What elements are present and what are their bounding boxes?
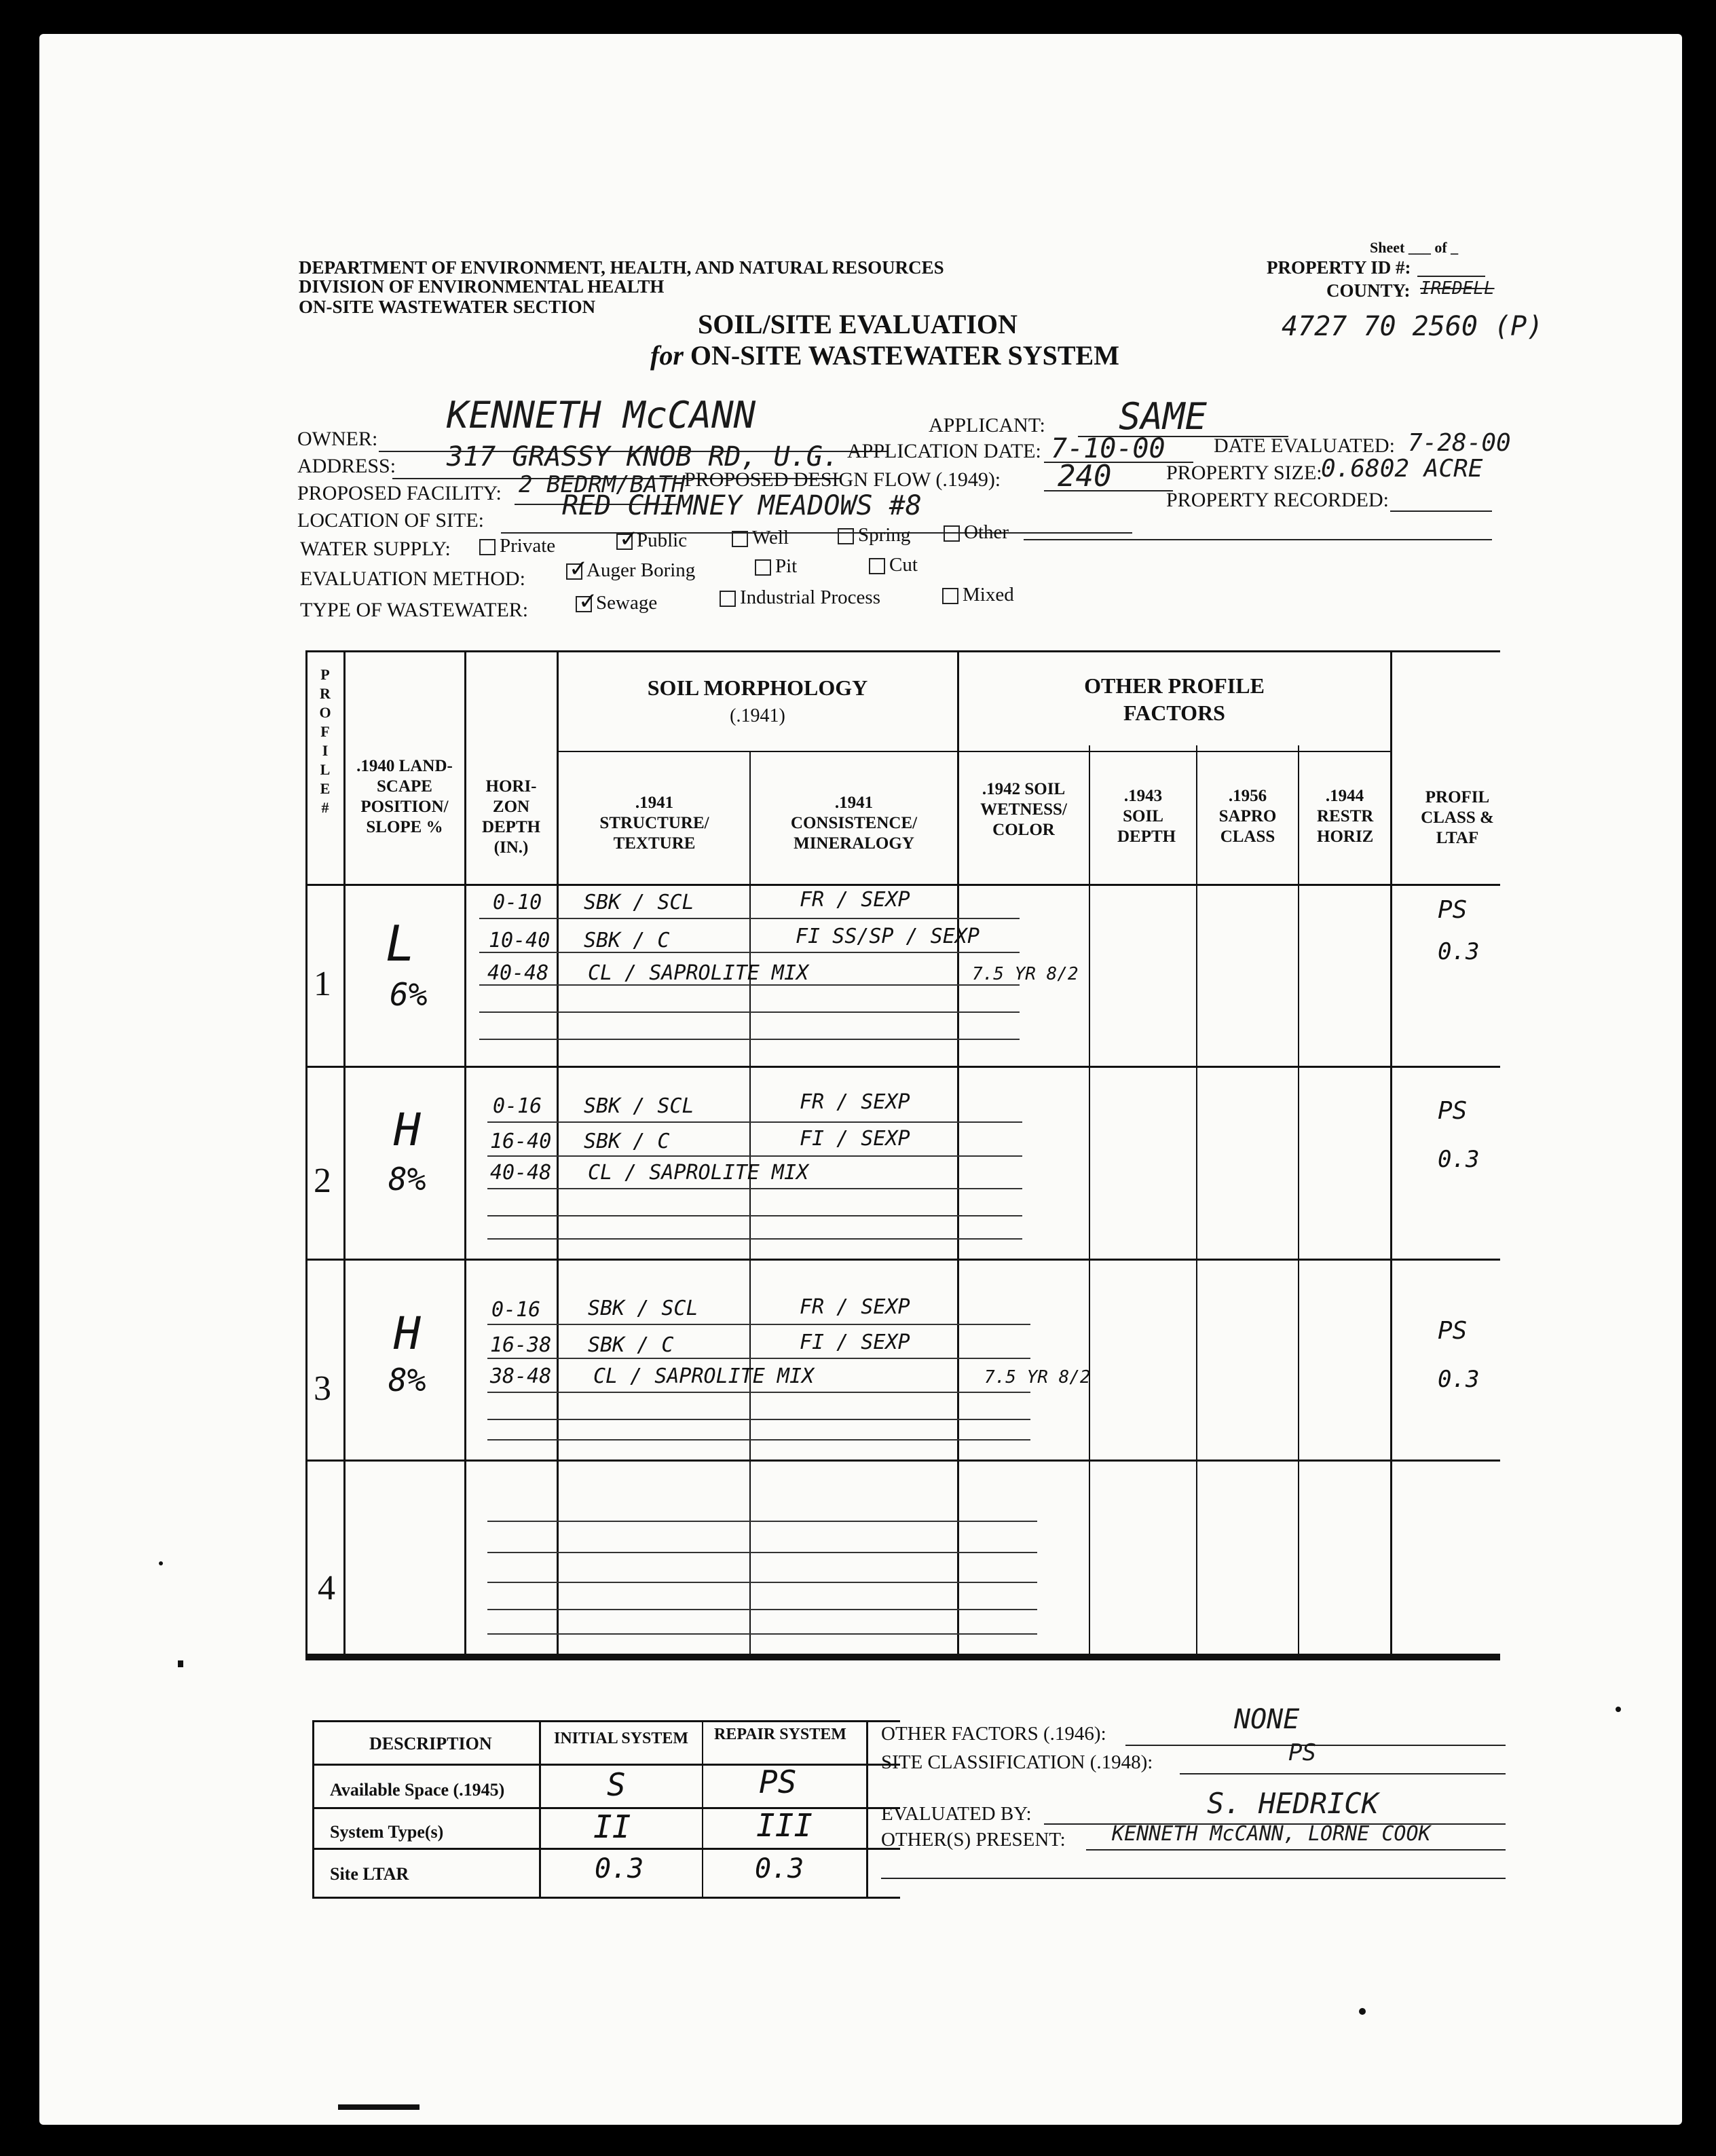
address-label: ADDRESS: xyxy=(297,455,396,477)
row-line xyxy=(479,918,1020,919)
horizon-depth: 40-48 xyxy=(487,961,549,985)
sheet-indicator: Sheet ___ of _ xyxy=(1370,239,1459,256)
row-line xyxy=(487,1215,1022,1216)
water-public-checkbox[interactable] xyxy=(616,534,633,550)
application-date-label: APPLICATION DATE: xyxy=(847,440,1041,462)
row-line xyxy=(487,1358,1030,1359)
water-private-option[interactable] xyxy=(479,535,555,557)
structure-texture: SBK / C xyxy=(584,1130,670,1153)
header-group-divider xyxy=(557,751,1392,752)
water-other-checkbox[interactable] xyxy=(944,525,960,542)
row-line xyxy=(487,1188,1022,1189)
application-date-value: 7-10-00 xyxy=(1051,433,1165,464)
water-public-text: Public xyxy=(637,529,688,551)
profile-number: 1 xyxy=(314,965,331,1003)
scan-speck xyxy=(159,1561,163,1565)
header-wetness: .1942 SOIL WETNESS/ COLOR xyxy=(980,780,1067,839)
form-subtitle xyxy=(650,339,1119,371)
water-supply-label: WATER SUPPLY: xyxy=(300,538,451,560)
scan-speck xyxy=(1616,1707,1621,1712)
county-value: IREDELL xyxy=(1420,278,1495,299)
others-present-value: KENNETH McCANN, LORNE COOK xyxy=(1112,1822,1431,1846)
structure-texture: SBK / C xyxy=(584,929,670,952)
summary-col-border xyxy=(539,1720,541,1898)
structure-texture: SBK / SCL xyxy=(584,1094,694,1118)
sheet-label: Sheet xyxy=(1370,239,1405,256)
method-cut-option[interactable] xyxy=(869,554,918,576)
property-id-label: PROPERTY ID #: xyxy=(1267,257,1411,278)
site-classification-line xyxy=(1180,1773,1506,1774)
method-pit-checkbox[interactable] xyxy=(755,559,771,576)
evaluated-by-signature: S. HEDRICK xyxy=(1207,1787,1379,1820)
soil-wetness-color: 7.5 YR 8/2 xyxy=(972,964,1079,984)
structure-texture: SBK / SCL xyxy=(588,1297,698,1320)
horizon-depth: 40-48 xyxy=(490,1161,552,1185)
header-other-profile-factors: OTHER PROFILE FACTORS xyxy=(1084,673,1265,725)
water-well-option[interactable] xyxy=(732,527,789,549)
summary-header-description: DESCRIPTION xyxy=(369,1734,492,1753)
extra-line xyxy=(881,1878,1506,1879)
col-border-sapro xyxy=(1298,745,1299,1660)
structure-texture: SBK / SCL xyxy=(584,891,694,914)
wastewater-mixed-text: Mixed xyxy=(963,584,1014,606)
row-line xyxy=(487,1155,1022,1157)
consistence-mineralogy: FR / SEXP xyxy=(800,888,910,912)
header-bottom-border xyxy=(305,884,1500,886)
wastewater-industrial-text: Industrial Process xyxy=(740,587,880,608)
horizon-depth: 0-16 xyxy=(491,1298,541,1322)
horizon-depth: 10-40 xyxy=(489,929,551,952)
form-page xyxy=(39,34,1682,2125)
soil-wetness-color: 7.5 YR 8/2 xyxy=(984,1367,1091,1388)
applicant-value: SAME xyxy=(1119,395,1208,438)
method-pit-option[interactable] xyxy=(755,555,797,578)
others-present-line xyxy=(1086,1849,1506,1851)
row-line xyxy=(487,1582,1037,1583)
landscape-position: H xyxy=(394,1104,421,1156)
profile-number: 4 xyxy=(318,1569,335,1607)
horizon-depth: 16-40 xyxy=(490,1130,552,1153)
wastewater-industrial-checkbox[interactable] xyxy=(720,591,736,607)
property-id-line xyxy=(1417,276,1485,277)
header-sapro-class: .1956 SAPRO CLASS xyxy=(1218,787,1277,846)
design-flow-value: 240 xyxy=(1058,459,1112,494)
row-line xyxy=(487,1324,1030,1325)
summary-label-space: Available Space (.1945) xyxy=(330,1780,505,1800)
header-profile: P R O F I L E # xyxy=(319,666,331,816)
structure-texture: CL / SAPROLITE MIX xyxy=(588,961,809,985)
horizon-depth: 38-48 xyxy=(490,1364,552,1388)
consistence-mineralogy: FI SS/SP / SEXP xyxy=(796,925,980,948)
water-private-text: Private xyxy=(500,535,556,557)
summary-repair-ltar: 0.3 xyxy=(755,1853,804,1884)
site-classification-value: PS xyxy=(1288,1739,1316,1766)
scan-smudge xyxy=(338,2104,419,2110)
summary-header-initial: INITIAL SYSTEM xyxy=(554,1730,689,1747)
wastewater-sewage-checkbox[interactable] xyxy=(576,596,592,612)
date-evaluated-label: DATE EVALUATED: xyxy=(1214,434,1395,457)
row-line xyxy=(487,1439,1030,1441)
row-line xyxy=(479,952,1020,953)
summary-right-border xyxy=(866,1720,868,1898)
owner-value: KENNETH McCANN xyxy=(447,394,756,436)
location-value: RED CHIMNEY MEADOWS #8 xyxy=(562,490,922,521)
landscape-position: L xyxy=(386,915,415,972)
row-line xyxy=(487,1392,1030,1393)
water-spring-checkbox[interactable] xyxy=(838,528,854,544)
form-subtitle-text: ON-SITE WASTEWATER SYSTEM xyxy=(690,340,1119,371)
summary-label-system-type: System Type(s) xyxy=(330,1822,444,1842)
row-line xyxy=(487,1238,1022,1240)
wastewater-mixed-checkbox[interactable] xyxy=(942,588,958,604)
col-border-left xyxy=(305,650,307,1660)
water-public-option[interactable] xyxy=(616,529,687,552)
table-top-border xyxy=(305,650,1500,652)
facility-label: PROPOSED FACILITY: xyxy=(297,482,502,504)
slope-percent: 8% xyxy=(388,1161,426,1197)
header-soil-depth: .1943 SOIL DEPTH xyxy=(1117,787,1176,846)
water-spring-option[interactable] xyxy=(838,524,910,546)
consistence-mineralogy: FR / SEXP xyxy=(800,1090,910,1114)
header-soil-morphology-sub: (.1941) xyxy=(730,705,785,726)
row-line xyxy=(479,1011,1020,1013)
header-structure: .1941 STRUCTURE/ TEXTURE xyxy=(599,794,709,853)
structure-texture: SBK / C xyxy=(588,1333,674,1357)
other-factors-label: OTHER FACTORS (.1946): xyxy=(881,1723,1106,1745)
summary-left-border xyxy=(312,1720,314,1898)
owner-label: OWNER: xyxy=(297,428,378,450)
water-well-text: Well xyxy=(752,527,789,549)
method-auger-checkbox[interactable] xyxy=(566,563,582,580)
county-label: COUNTY: xyxy=(1326,280,1411,301)
profile-3-bottom-border xyxy=(305,1460,1500,1462)
other-factors-value: NONE xyxy=(1234,1704,1300,1735)
profile-class: PS xyxy=(1438,896,1468,924)
water-private-checkbox[interactable] xyxy=(479,539,496,555)
method-auger-option[interactable] xyxy=(566,559,695,582)
summary-header-repair: REPAIR SYSTEM xyxy=(714,1726,846,1743)
scan-speck xyxy=(178,1660,183,1667)
property-size-value: 0.6802 ACRE xyxy=(1321,455,1483,483)
row-line xyxy=(487,1633,1037,1635)
row-line xyxy=(487,1419,1030,1420)
property-size-label: PROPERTY SIZE: xyxy=(1166,462,1322,484)
water-spring-text: Spring xyxy=(858,524,911,546)
structure-texture: CL / SAPROLITE MIX xyxy=(588,1161,809,1185)
header-landscape: .1940 LAND- SCAPE POSITION/ SLOPE % xyxy=(356,757,453,836)
water-other-option[interactable] xyxy=(944,521,1009,544)
method-pit-text: Pit xyxy=(775,555,798,577)
summary-col-border xyxy=(702,1720,703,1898)
wastewater-mixed-option[interactable] xyxy=(942,584,1014,606)
row-line xyxy=(487,1609,1037,1610)
wastewater-sewage-option[interactable] xyxy=(576,592,657,614)
profile-class: PS xyxy=(1438,1097,1468,1125)
wastewater-sewage-text: Sewage xyxy=(596,592,658,614)
summary-repair-space: PS xyxy=(759,1764,797,1800)
row-line xyxy=(487,1552,1037,1553)
profile-number: 2 xyxy=(314,1161,331,1200)
evaluated-by-label: EVALUATED BY: xyxy=(881,1803,1032,1825)
profile-ltar: 0.3 xyxy=(1438,938,1480,965)
col-border-structure xyxy=(749,751,751,1660)
evaluation-method-label: EVALUATION METHOD: xyxy=(300,568,525,590)
col-border-wetness xyxy=(1089,745,1090,1660)
sheet-of: of xyxy=(1434,239,1447,256)
section-name: ON-SITE WASTEWATER SECTION xyxy=(299,297,596,317)
header-restr-horiz: .1944 RESTR HORIZ xyxy=(1317,787,1374,846)
header-profile-class: PROFIL CLASS & LTAF xyxy=(1421,788,1494,847)
row-line xyxy=(487,1521,1037,1522)
design-flow-label: PROPOSED DESIGN FLOW (.1949): xyxy=(684,468,1001,491)
horizon-depth: 0-16 xyxy=(493,1094,542,1118)
form-subtitle-prefix: for xyxy=(650,340,684,371)
summary-label-ltar: Site LTAR xyxy=(330,1864,409,1884)
profile-1-bottom-border xyxy=(305,1066,1500,1068)
col-border-profile xyxy=(343,650,346,1660)
method-cut-text: Cut xyxy=(889,554,918,576)
header-soil-morphology: SOIL MORPHOLOGY xyxy=(647,675,868,700)
summary-bottom-border xyxy=(312,1897,900,1899)
slope-percent: 6% xyxy=(390,976,428,1013)
wastewater-industrial-option[interactable] xyxy=(720,587,880,609)
horizon-depth: 0-10 xyxy=(493,891,542,914)
division-name: DIVISION OF ENVIRONMENTAL HEALTH xyxy=(299,276,665,297)
location-line xyxy=(501,532,1132,534)
method-auger-text: Auger Boring xyxy=(586,559,696,581)
applicant-label: APPLICANT: xyxy=(929,414,1045,436)
form-title: SOIL/SITE EVALUATION xyxy=(698,309,1018,339)
method-cut-checkbox[interactable] xyxy=(869,558,885,574)
summary-initial-system-type: II xyxy=(593,1808,631,1845)
pin-number: 4727 70 2560 (P) xyxy=(1282,311,1544,342)
structure-texture: CL / SAPROLITE MIX xyxy=(593,1364,815,1388)
consistence-mineralogy: FR / SEXP xyxy=(800,1295,910,1319)
water-well-checkbox[interactable] xyxy=(732,531,748,547)
site-classification-label: SITE CLASSIFICATION (.1948): xyxy=(881,1751,1153,1773)
horizon-depth: 16-38 xyxy=(490,1333,552,1357)
summary-top-border xyxy=(312,1720,900,1722)
row-line xyxy=(487,1121,1022,1123)
col-border-restr xyxy=(1390,650,1392,1660)
profile-2-bottom-border xyxy=(305,1259,1500,1261)
wastewater-type-label: TYPE OF WASTEWATER: xyxy=(300,599,529,621)
summary-header-border xyxy=(312,1764,900,1766)
table-bottom-border xyxy=(305,1654,1500,1660)
summary-initial-space: S xyxy=(607,1766,626,1803)
scan-speck xyxy=(1359,2008,1366,2015)
summary-repair-system-type: III xyxy=(756,1807,813,1844)
landscape-position: H xyxy=(394,1307,421,1360)
slope-percent: 8% xyxy=(388,1362,426,1398)
water-other-line xyxy=(1024,539,1492,540)
profile-number: 3 xyxy=(314,1369,331,1408)
profile-ltar: 0.3 xyxy=(1438,1366,1480,1393)
department-name: DEPARTMENT OF ENVIRONMENT, HEALTH, AND NATURAL RESOURCES xyxy=(299,257,944,278)
header-horizon: HORI- ZON DEPTH (IN.) xyxy=(481,777,541,857)
address-value: 317 GRASSY KNOB RD, U.G. xyxy=(447,441,839,472)
summary-row-border xyxy=(312,1848,900,1850)
header-consistence: .1941 CONSISTENCE/ MINERALOGY xyxy=(790,794,918,853)
location-label: LOCATION OF SITE: xyxy=(297,509,484,532)
summary-initial-ltar: 0.3 xyxy=(595,1853,644,1884)
consistence-mineralogy: FI / SEXP xyxy=(800,1127,910,1151)
water-other-text: Other xyxy=(964,521,1009,543)
consistence-mineralogy: FI / SEXP xyxy=(800,1331,910,1354)
profile-ltar: 0.3 xyxy=(1438,1146,1480,1173)
property-recorded-label: PROPERTY RECORDED: xyxy=(1166,489,1389,511)
row-line xyxy=(479,1039,1020,1040)
date-evaluated-value: 7-28-00 xyxy=(1408,429,1511,457)
col-border-depth xyxy=(1196,745,1197,1660)
facility-value: 2 BEDRM/BATH xyxy=(519,471,686,498)
profile-class: PS xyxy=(1438,1317,1468,1345)
others-present-label: OTHER(S) PRESENT: xyxy=(881,1829,1066,1851)
property-recorded-line xyxy=(1390,510,1492,512)
